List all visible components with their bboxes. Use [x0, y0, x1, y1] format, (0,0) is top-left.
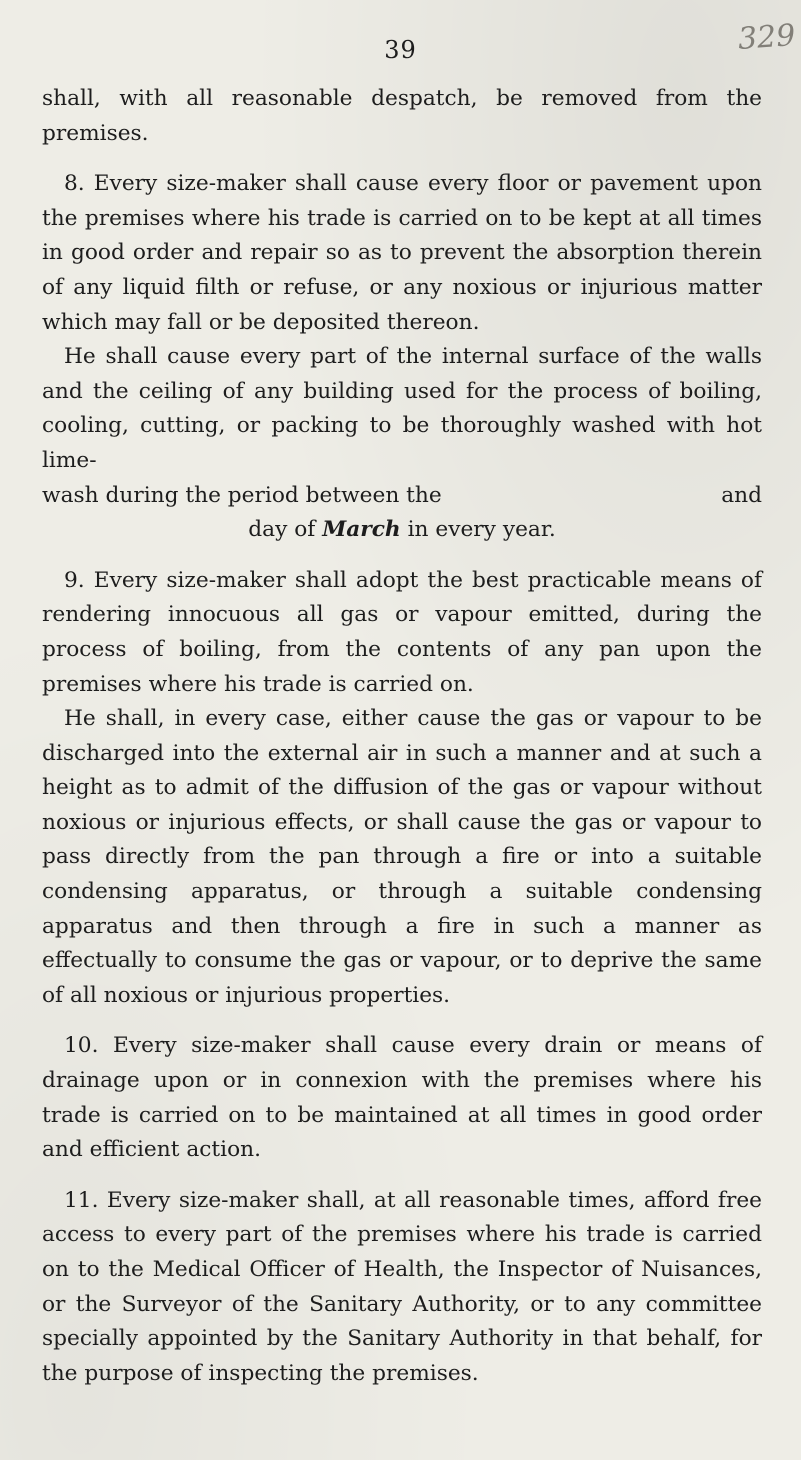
paragraph-10: 10. Every size-maker shall cause every drain or means of drainage upon or in connexion with the premises where his trade is carried on to be maintained at all times in good order and efficient action. — [42, 1033, 762, 1163]
limewash-period-line — [42, 479, 762, 514]
every-year-text: in every year. — [400, 517, 556, 543]
limewash-day-line — [42, 513, 762, 548]
limewash-period-start: wash during the period between the — [42, 482, 442, 508]
paragraph-9-gas-discharge: He shall, in every case, either cause the gas or vapour to be discharged into the external air in such a manner and at such a height as to admit of the diffusion of the gas or vapour without noxious or injurious effects, or shall cause the gas or vapour to pass directly from the pan through a fire or into a suitable condensing apparatus, or through a suitable condensing apparatus and then through a fire in such a manner as effectually to consume the gas or vapour, or to deprive the same of all noxious or injurious properties. — [42, 706, 762, 1008]
paragraph-8-limewash: He shall cause every part of the internal surface of the walls and the ceiling of any building used for the process of boiling, cooling, cutting, or packing to be thoroughly washed with hot lime- — [42, 344, 762, 473]
blank-date-space — [510, 479, 652, 514]
paragraph-11: 11. Every size-maker shall, at all reasonable times, afford free access to every part of the premises where his trade is carried on to the Medical Officer of Health, the Inspector of Nuisances, or the Surveyor of the Sanitary Authority, or to any committee specially appointed by the Sanitary Authority in that behalf, for the purpose of inspecting the premises. — [42, 1187, 762, 1386]
handwritten-folio-mark: 329 — [736, 18, 797, 57]
day-of-text: day of — [248, 517, 323, 543]
paragraph-continued: shall, with all reasonable despatch, be removed from the premises. — [42, 86, 762, 146]
month-name: March — [322, 517, 401, 543]
paragraph-9: 9. Every size-maker shall adopt the best practicable means of rendering innocuous all gas or vapour emitted, during the process of boiling, from the contents of any pan upon the premises where his trade is carried on. — [42, 567, 762, 697]
body-text — [42, 82, 762, 1391]
paragraph-8: 8. Every size-maker shall cause every floor or pavement upon the premises where his trade is carried on to be kept at all times in good order and repair so as to prevent the absorption therein of any liquid filth or refuse, or any noxious or injurious matter which may fall or be deposited thereon. — [42, 171, 762, 335]
page-number: 39 — [384, 36, 417, 64]
limewash-period-end: and — [721, 482, 762, 508]
